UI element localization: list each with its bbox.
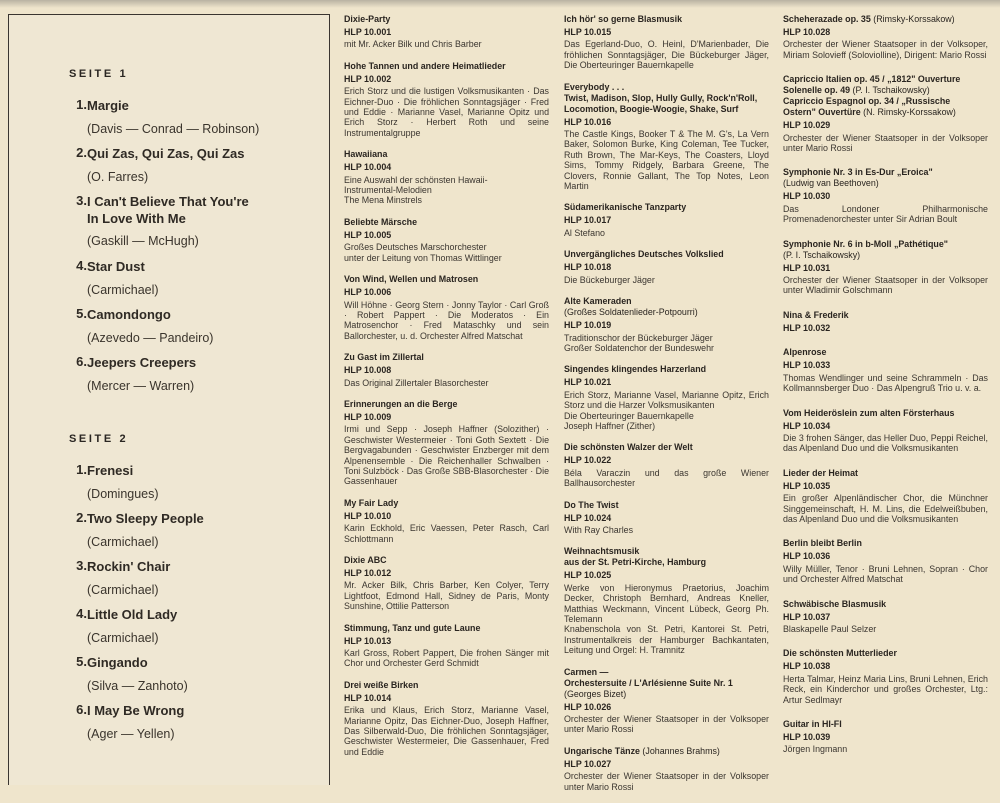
- track-title: Star Dust: [87, 259, 145, 274]
- track-title: Gingando: [87, 655, 148, 670]
- catalog-number: HLP 10.029: [783, 120, 831, 131]
- album-performers: Willy Müller, Tenor · Bruni Lehnen, Sopran · Chor und Orchester Alfred Matschat: [783, 563, 988, 585]
- album-composer-note: (Johannes Brahms): [639, 745, 720, 756]
- album-performers: Karl Gross, Robert Pappert, Die frohen Sänger mit Chor und Orchester Gerd Schmidt: [344, 648, 549, 669]
- track-item: [69, 193, 319, 258]
- album-performers: Blaskapelle Paul Selzer: [783, 623, 877, 634]
- catalog-number: HLP 10.032: [783, 322, 831, 333]
- album-title: Ungarische Tänze: [564, 745, 640, 756]
- track-number: 4.: [76, 606, 87, 621]
- tracklist-panel: [8, 14, 330, 785]
- album-performers: The Castle Kings, Booker T & The M. G's, La Vern Baker, Solomon Burke, King Coleman, Tee Tucker, Ruth Brown, The Mar-Keys, The Coasters, Lloyd Sims, Tommy Ridgely, Barbara Greene, The Clovers, Ronnie Gallant, The Top Notes, Leon Martin: [564, 129, 769, 192]
- catalog-entry: [344, 680, 549, 757]
- catalog-number: HLP 10.019: [564, 320, 612, 331]
- track-number: 4.: [76, 258, 87, 273]
- catalog-entry: [783, 14, 988, 60]
- catalog-number: HLP 10.026: [564, 701, 612, 712]
- catalog-number: HLP 10.008: [344, 365, 392, 376]
- album-performers: Thomas Wendlinger und seine Schrammeln · Das Kollmannsberger Duo · Das Alpengruß Trio u. v. a.: [783, 372, 988, 394]
- album-title: Guitar in HI-FI: [783, 719, 842, 729]
- track-item: [69, 558, 319, 606]
- album-performers: Die 3 frohen Sänger, das Heller Duo, Peppi Reichel, das Alpenland Duo und die Volksmusikanten: [783, 432, 988, 454]
- album-title: Do The Twist: [564, 499, 619, 510]
- album-performers: Das Londoner Philharmonische Promenadenorchester unter Sir Adrian Boult: [783, 203, 988, 225]
- album-title-line: [783, 648, 988, 659]
- catalog-column-3: [783, 14, 988, 769]
- album-title-line: [564, 500, 769, 511]
- album-performers: mit Mr. Acker Bilk und Chris Barber: [344, 39, 482, 50]
- album-title: Beliebte Märsche: [344, 216, 418, 227]
- album-title-line: [564, 442, 769, 453]
- track-item: [69, 145, 319, 193]
- album-title: Capriccio Italien op. 45 / „1812" Ouverture: [783, 74, 961, 85]
- album-title: Symphonie Nr. 3 in Es-Dur „Eroica": [783, 167, 933, 178]
- album-performers: Will Höhne · Georg Stern · Jonny Taylor · Carl Groß · Robert Pappert · Die Moderatos · Ein Matrosenchor · Fred Mataschky und sein Ballorchester, u. d. Orchester Alfred Matschat: [344, 299, 549, 341]
- catalog-entry: [344, 352, 549, 388]
- album-title-line: [344, 555, 549, 566]
- album-performers: Erich Storz, Marianne Vasel, Marianne Opitz, Erich Storz und die Harzer Volksmusikanten Die Oberteuringer Bauernkapelle Joseph Haffner (Zither): [564, 389, 769, 431]
- track-title: I May Be Wrong: [87, 703, 185, 718]
- catalog-number: HLP 10.034: [783, 420, 831, 431]
- catalog-entry: [564, 249, 769, 285]
- album-title: Nina & Frederik: [783, 309, 849, 320]
- album-performers: Mr. Acker Bilk, Chris Barber, Ken Colyer, Terry Lightfoot, Edmond Hall, Sidney de Paris, Monty Sunshine, Ottilie Patterson: [344, 580, 549, 612]
- album-title: Vom Heideröslein zum alten Försterhaus: [783, 407, 955, 418]
- track-number: 6.: [76, 702, 87, 717]
- album-performers: Das Egerland-Duo, O. Heinl, D'Marienbader, Die fröhlichen Sonntagsjäger, Die Bückeburger Jäger, Die Oberteuringer Bauernkapelle: [564, 39, 769, 71]
- album-composer-note: (P. I. Tschaikowsky): [850, 85, 930, 96]
- track-number: 1.: [76, 462, 87, 477]
- album-performers: Erika und Klaus, Erich Storz, Marianne Vasel, Marianne Opitz, Das Eichner-Duo, Joseph Haffner, Das Silberwald-Duo, Die fröhlichen Sonntagsjäger, Geschwister Westermeier, Die Gassenhauer, Fred und Eddie: [344, 705, 549, 757]
- track-title: Rockin' Chair: [87, 559, 171, 574]
- catalog-column-1: [344, 14, 549, 768]
- album-performers: Orchester der Wiener Staatsoper in der Volksoper unter Mario Rossi: [783, 132, 988, 154]
- track-composer: (O. Farres): [87, 170, 149, 184]
- album-title: Dixie ABC: [344, 555, 387, 565]
- catalog-number: HLP 10.027: [564, 758, 612, 769]
- album-title: My Fair Lady: [344, 497, 399, 508]
- album-composer-note: (Großes Soldatenlieder-Potpourri): [564, 307, 698, 318]
- catalog-entry: [344, 555, 549, 612]
- album-title: Unvergängliches Deutsches Volkslied: [564, 249, 724, 260]
- album-title-line: [344, 217, 549, 228]
- album-composer-note: (Ludwig van Beethoven): [783, 178, 879, 189]
- catalog-entry: [783, 648, 988, 705]
- album-title: Scheherazade op. 35: [783, 14, 871, 24]
- album-performers: Orchester der Wiener Staatsoper in der Volksoper, Miriam Solovieff (Soloviolline), Dirigent: Mario Rossi: [783, 39, 988, 60]
- track-composer: (Azevedo — Pandeiro): [87, 331, 214, 345]
- track-composer: (Domingues): [87, 487, 159, 501]
- album-performers: Das Original Zillertaler Blasorchester: [344, 377, 489, 388]
- catalog-entry: [564, 442, 769, 488]
- catalog-column-2: [564, 14, 769, 803]
- album-title-line: [564, 678, 769, 689]
- album-title: Von Wind, Wellen und Matrosen: [344, 274, 479, 285]
- catalog-entry: [564, 500, 769, 536]
- album-title-line: [783, 178, 988, 189]
- catalog-number: HLP 10.033: [783, 360, 831, 371]
- catalog-number: HLP 10.004: [344, 162, 392, 173]
- album-performers: Herta Talmar, Heinz Maria Lins, Bruni Lehnen, Erich Reck, ein Kinderchor und großes Orchester, Ltg.: Artur Sedlmayr: [783, 673, 988, 705]
- album-title-line: [783, 96, 988, 107]
- album-composer-note: (P. I. Tschaikowsky): [783, 249, 861, 260]
- catalog-number: HLP 10.021: [564, 377, 612, 388]
- catalog-entry: [783, 74, 988, 153]
- track-title: Jeepers Creepers: [87, 355, 197, 370]
- track-composer: (Carmichael): [87, 631, 159, 645]
- track-item: [69, 462, 319, 510]
- catalog-number: HLP 10.039: [783, 732, 831, 742]
- track-item: [69, 258, 319, 306]
- album-title-line: [783, 719, 988, 730]
- album-title: Berlin bleibt Berlin: [783, 538, 862, 549]
- album-title-line: [564, 546, 769, 557]
- track-number: 6.: [76, 354, 87, 369]
- catalog-entry: [783, 408, 988, 454]
- catalog-number: HLP 10.006: [344, 287, 392, 298]
- side-1-tracklist: [69, 97, 319, 402]
- track-item: [69, 354, 319, 402]
- album-title-line: [564, 689, 769, 700]
- side-2-tracklist: [69, 462, 319, 750]
- album-title-line: [344, 352, 549, 363]
- catalog-entry: [783, 599, 988, 635]
- catalog-number: HLP 10.038: [783, 661, 831, 672]
- catalog-number: HLP 10.031: [783, 262, 831, 273]
- album-title-line: [344, 14, 549, 25]
- album-title: Orchestersuite / L'Arlésienne Suite Nr. 1: [564, 677, 733, 688]
- catalog-entry: [783, 310, 988, 333]
- catalog-number: HLP 10.025: [564, 570, 612, 581]
- album-title: Lieder der Heimat: [783, 467, 858, 478]
- track-title: Camondongo: [87, 307, 171, 322]
- album-title: Solenelle op. 49: [783, 85, 851, 96]
- album-title-line: [783, 408, 988, 419]
- album-title: Alte Kameraden: [564, 296, 632, 307]
- album-title: Die schönsten Mutterlieder: [783, 648, 897, 659]
- album-title-line: [783, 310, 988, 321]
- catalog-entry: [344, 399, 549, 487]
- album-title-line: [783, 85, 988, 96]
- catalog-entry: [564, 667, 769, 735]
- album-title-line: [783, 538, 988, 549]
- album-title-line: [344, 149, 549, 160]
- album-title-line: [344, 498, 549, 509]
- catalog-entry: [564, 14, 769, 71]
- catalog-entry: [783, 719, 988, 755]
- album-title-line: [564, 296, 769, 307]
- album-performers: Irmi und Sepp · Joseph Haffner (Solozither) · Geschwister Westermeier · Toni Goth Sextett · Die Bergvagabunden · Geschwister Enzberger mit dem Alpenensemble · Die Reichenhaller Schwalben · Toni Sulzböck · Das Große SBB-Blasorchester · Die Gassenhauer: [344, 424, 549, 487]
- track-title: Two Sleepy People: [87, 511, 204, 526]
- track-number: 5.: [76, 306, 87, 321]
- album-composer-note: (Georges Bizet): [564, 688, 627, 699]
- catalog-entry: [783, 347, 988, 393]
- catalog-number: HLP 10.022: [564, 455, 612, 466]
- album-title: Schwäbische Blasmusik: [783, 598, 887, 609]
- track-item: [69, 654, 319, 702]
- catalog-number: HLP 10.002: [344, 73, 392, 84]
- track-number: 1.: [76, 97, 87, 112]
- catalog-entry: [564, 746, 769, 792]
- album-title: Erinnerungen an die Berge: [344, 398, 458, 409]
- album-performers: Ein großer Alpenländischer Chor, die Münchner Singgemeinschaft, H. M. Lins, die Edelweißbuben, das Alpenland Duo und die Volksmusikanten: [783, 493, 988, 524]
- track-number: 3.: [76, 558, 87, 573]
- album-title-line: [783, 599, 988, 610]
- catalog-entry: [783, 239, 988, 296]
- track-title: Little Old Lady: [87, 607, 178, 622]
- track-number: 2.: [76, 510, 87, 525]
- album-title-line: [564, 249, 769, 260]
- track-composer: (Gaskill — McHugh): [87, 234, 199, 248]
- track-composer: (Carmichael): [87, 583, 159, 597]
- catalog-entry: [344, 217, 549, 263]
- catalog-entry: [564, 546, 769, 655]
- side-2-heading: SEITE 2: [69, 433, 129, 445]
- track-item: [69, 510, 319, 558]
- album-performers: Karin Eckhold, Eric Vaessen, Peter Rasch, Carl Schlottmann: [344, 523, 549, 544]
- track-item: [69, 306, 319, 354]
- album-title: Twist, Madison, Slop, Hully Gully, Rock'n'Roll, Locomotion, Boogie-Woogie, Shake, Surf: [564, 92, 758, 114]
- album-title-line: [344, 680, 549, 691]
- catalog-entry: [564, 202, 769, 238]
- album-title: Everybody . . .: [564, 81, 625, 92]
- track-number: 2.: [76, 145, 87, 160]
- album-title-line: [344, 623, 549, 634]
- track-title: Qui Zas, Qui Zas, Qui Zas: [87, 146, 245, 161]
- track-composer: (Carmichael): [87, 535, 159, 549]
- catalog-number: HLP 10.030: [783, 191, 831, 202]
- catalog-number: HLP 10.037: [783, 611, 831, 622]
- catalog-entry: [344, 498, 549, 544]
- album-title-line: [564, 557, 769, 568]
- track-number: 3.: [76, 193, 87, 208]
- album-title-line: [564, 93, 769, 115]
- catalog-number: HLP 10.028: [783, 27, 831, 37]
- catalog-number: HLP 10.001: [344, 27, 392, 37]
- track-composer: (Silva — Zanhoto): [87, 679, 188, 693]
- album-performers: Béla Varaczin und das große Wiener Ballhausorchester: [564, 467, 769, 489]
- side-1-heading: SEITE 1: [69, 68, 129, 80]
- album-title-line: [564, 667, 769, 678]
- track-number: 5.: [76, 654, 87, 669]
- album-title: Südamerikanische Tanzparty: [564, 202, 687, 213]
- album-title: Carmen —: [564, 666, 609, 677]
- track-item: [69, 702, 319, 750]
- catalog-number: HLP 10.013: [344, 635, 392, 646]
- catalog-number: HLP 10.017: [564, 215, 612, 226]
- catalog-entry: [344, 14, 549, 50]
- album-title: Die schönsten Walzer der Welt: [564, 442, 693, 453]
- track-item: [69, 97, 319, 145]
- album-performers: Al Stefano: [564, 227, 605, 238]
- album-title: Dixie-Party: [344, 14, 391, 24]
- album-performers: Jörgen Ingmann: [783, 744, 848, 755]
- album-title-line: [783, 468, 988, 479]
- album-title-line: [344, 274, 549, 285]
- album-title: Ostern" Ouvertüre: [783, 107, 861, 118]
- track-title: Margie: [87, 98, 129, 113]
- catalog-entry: [564, 296, 769, 353]
- track-composer: (Ager — Yellen): [87, 727, 175, 741]
- catalog-number: HLP 10.014: [344, 692, 392, 703]
- album-title-line: [564, 307, 769, 318]
- album-performers: Die Bückeburger Jäger: [564, 274, 655, 285]
- track-item: [69, 606, 319, 654]
- catalog-number: HLP 10.009: [344, 411, 392, 422]
- album-title-line: [783, 167, 988, 178]
- catalog-entry: [344, 149, 549, 206]
- album-title: Stimmung, Tanz und gute Laune: [344, 622, 481, 633]
- album-performers: Erich Storz und die lustigen Volksmusikanten · Das Eichner-Duo · Die fröhlichen Sonntagsjäger · Fred und Eddie · Marianne Vasel, Marianne Opitz und Erich Storz · Herbert Roth und seine Instrumentalgruppe: [344, 86, 549, 138]
- catalog-number: HLP 10.036: [783, 551, 831, 562]
- album-title: Capriccio Espagnol op. 34 / „Russische: [783, 96, 951, 107]
- album-title-line: [783, 347, 988, 358]
- catalog-entry: [344, 274, 549, 341]
- album-title-line: [564, 202, 769, 213]
- track-title: I Can't Believe That You're In Love With Me: [87, 194, 249, 226]
- album-title-line: [783, 14, 988, 25]
- scan-edge-shadow: [0, 0, 1000, 8]
- album-performers: Orchester der Wiener Staatsoper in der Volksoper unter Mario Rossi: [564, 771, 769, 792]
- album-title-line: [783, 74, 988, 85]
- track-composer: (Carmichael): [87, 283, 159, 297]
- album-title: Hawaiiana: [344, 149, 388, 160]
- catalog-entry: [783, 167, 988, 224]
- album-title-line: [564, 82, 769, 93]
- catalog-number: HLP 10.012: [344, 568, 392, 578]
- catalog-number: HLP 10.018: [564, 262, 612, 273]
- album-title-line: [783, 250, 988, 261]
- album-title-line: [344, 399, 549, 410]
- catalog-entry: [564, 82, 769, 192]
- track-composer: (Davis — Conrad — Robinson): [87, 122, 260, 136]
- track-title: Frenesi: [87, 463, 134, 478]
- album-performers: Eine Auswahl der schönsten Hawaii- Instrumental-Melodien The Mena Minstrels: [344, 174, 488, 206]
- catalog-number: HLP 10.015: [564, 27, 612, 37]
- album-title-line: [564, 364, 769, 375]
- catalog-entry: [344, 61, 549, 138]
- album-title-line: [783, 107, 988, 118]
- track-composer: (Mercer — Warren): [87, 379, 195, 393]
- album-title: Symphonie Nr. 6 in b-Moll „Pathétique": [783, 238, 948, 249]
- album-title: Alpenrose: [783, 347, 827, 358]
- catalog-number: HLP 10.024: [564, 512, 612, 523]
- catalog-entry: [783, 538, 988, 584]
- album-title-line: [783, 239, 988, 250]
- album-title: Drei weiße Birken: [344, 679, 419, 690]
- album-title: Singendes klingendes Harzerland: [564, 364, 707, 375]
- album-performers: With Ray Charles: [564, 524, 634, 535]
- album-performers: Orchester der Wiener Staatsoper in der Volksoper unter Wladimir Golschmann: [783, 275, 988, 296]
- album-title: Weihnachtsmusik: [564, 546, 640, 557]
- album-performers: Orchester der Wiener Staatsoper in der Volksoper unter Mario Rossi: [564, 714, 769, 735]
- catalog-number: HLP 10.010: [344, 510, 392, 521]
- catalog-entry: [344, 623, 549, 669]
- album-composer-note: (Rimsky-Korssakow): [870, 14, 955, 24]
- album-title: Ich hör' so gerne Blasmusik: [564, 14, 683, 24]
- catalog-number: HLP 10.035: [783, 480, 831, 491]
- catalog-number: HLP 10.005: [344, 229, 392, 240]
- album-performers: Werke von Hieronymus Praetorius, Joachim Decker, Christoph Bernhard, Andreas Kneller, Matthias Weckmann, Vincent Lübeck, Georg Ph. Telemann Knabenschola von St. Petri, Kantorei St. Petri, Instrumentalkreis der Hamburger Bachkantaten, Leitung und Orgel: H. Tramnitz: [564, 582, 769, 656]
- album-title: Hohe Tannen und andere Heimatlieder: [344, 60, 506, 71]
- album-title: aus der St. Petri-Kirche, Hamburg: [564, 557, 707, 568]
- catalog-entry: [783, 468, 988, 525]
- album-composer-note: (N. Rimsky-Korssakow): [860, 107, 956, 118]
- album-performers: Traditionschor der Bückeburger Jäger Großer Soldatenchor der Bundeswehr: [564, 332, 714, 353]
- album-performers: Großes Deutsches Marschorchester unter der Leitung von Thomas Wittlinger: [344, 242, 502, 263]
- catalog-entry: [564, 364, 769, 431]
- album-title-line: [564, 746, 769, 757]
- album-title-line: [564, 14, 769, 25]
- album-title-line: [344, 61, 549, 72]
- album-title: Zu Gast im Zillertal: [344, 352, 424, 363]
- catalog-number: HLP 10.016: [564, 116, 612, 127]
